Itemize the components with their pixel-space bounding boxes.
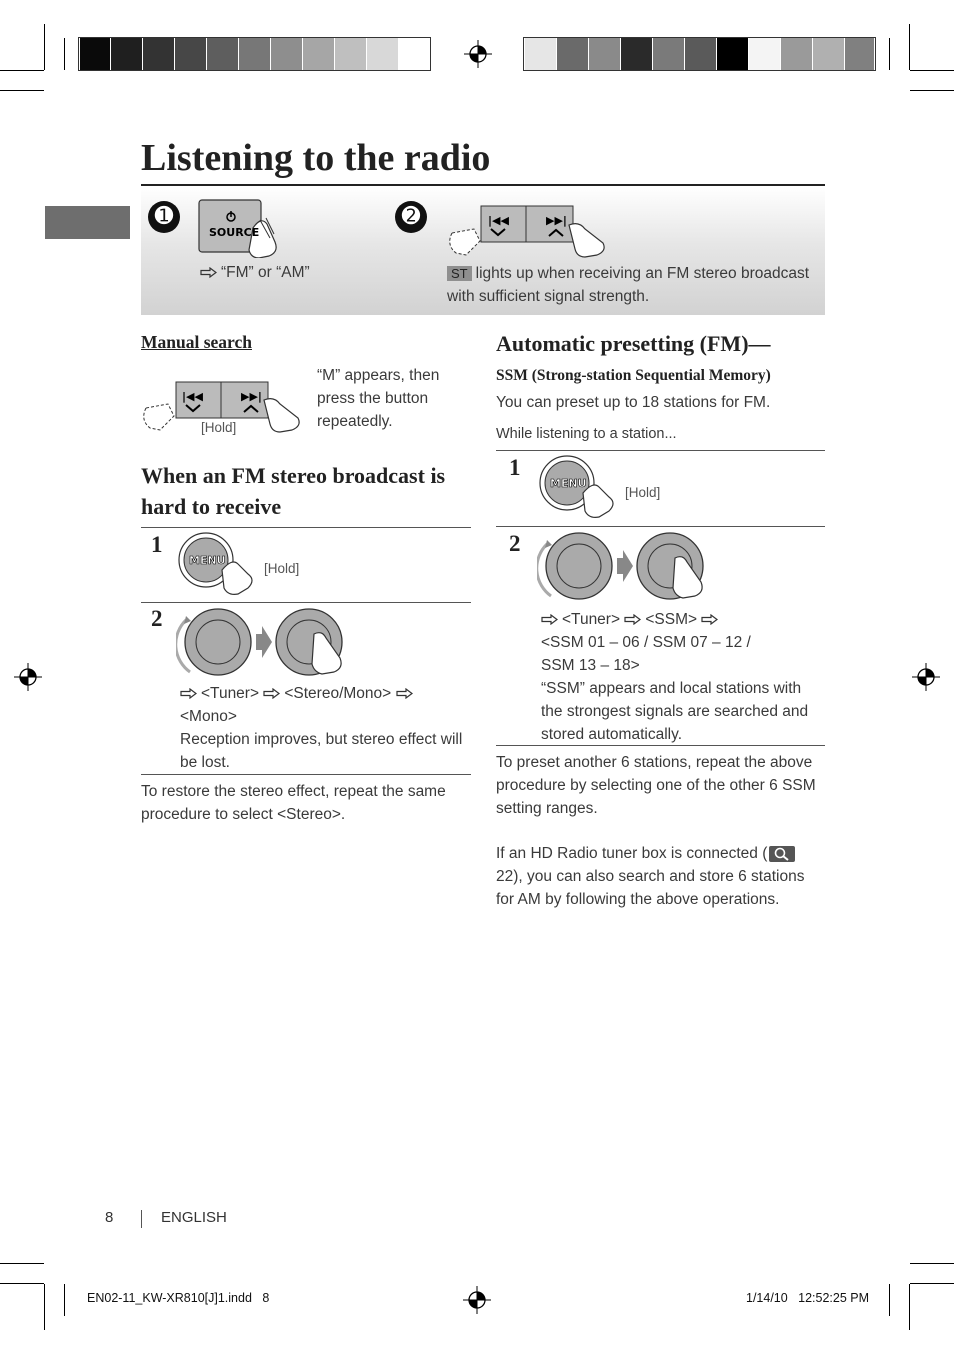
svg-text:|◀◀: |◀◀ [182,390,203,403]
arrow-right-icon [180,688,197,699]
auto-preset-footer1: To preset another 6 stations, repeat the above procedure by selecting one of the other 6 SSM setting ranges. [496,754,816,817]
step1-result: “FM” or “AM” [200,261,310,284]
hold-label: [Hold] [264,561,300,576]
auto-preset-step2-text: <Tuner> <SSM> <SSM 01 – 06 / SSM 07 – 12 / SSM 13 – 18> “SSM” appears and local stations with the strongest signals are searched and stored automatically. [541,611,809,743]
menu-button-icon [178,532,268,596]
svg-text:MENU: MENU [550,477,587,490]
fm-hard-heading: When an FM stereo broadcast is hard to receive [141,463,446,519]
seek-buttons-icon [446,203,611,258]
arrow-right-icon [263,688,280,699]
crosshair-icon [912,663,940,691]
svg-text:▶▶|: ▶▶| [546,214,567,227]
print-datetime: 1/14/10 12:52:25 PM [746,1291,870,1305]
crosshair-icon [463,1286,491,1314]
manual-search-description: “M” appears, then press the button repeatedly. [317,367,440,430]
step-number: 2 [151,606,163,631]
footer-language: ENGLISH [161,1209,227,1226]
auto-preset-subheading: SSM (Strong-station Sequential Memory) [496,367,771,384]
manual-search-heading: Manual search [141,332,252,352]
arrow-right-icon [701,614,718,625]
svg-text:MENU: MENU [189,554,226,567]
step2-note: ST lights up when receiving an FM stereo broadcast with sufficient signal strength. [447,265,810,305]
print-file-info: EN02-11_KW-XR810[J]1.indd 8 [87,1291,270,1305]
arrow-right-icon [200,267,217,278]
arrow-right-icon [624,614,641,625]
page-title: Listening to the radio [141,137,491,179]
fm-hard-footer: To restore the stereo effect, repeat the same procedure to select <Stereo>. [141,783,446,823]
auto-preset-heading: Automatic presetting (FM)— [496,331,771,356]
page-reference-icon [769,846,795,862]
st-indicator: ST [447,266,472,281]
auto-preset-footer2: If an HD Radio tuner box is connected ( 22), you can also search and store 6 stations for AM by following the above operations. [496,845,805,908]
step-1-icon: ➊ [148,201,180,233]
section-tab [45,206,130,239]
step-number: 1 [151,532,163,557]
source-button-label: SOURCE [209,226,260,239]
arrow-right-icon [541,614,558,625]
svg-text:|◀◀: |◀◀ [488,214,509,227]
control-dial-icon [537,530,722,604]
svg-text:▶▶|: ▶▶| [241,390,262,403]
crosshair-icon [14,663,42,691]
step-number: 2 [509,531,521,556]
page-number: 8 [105,1209,114,1226]
hold-label: [Hold] [201,420,237,435]
auto-preset-while: While listening to a station... [496,426,677,442]
menu-button-icon [539,455,629,519]
hold-label: [Hold] [625,485,661,500]
auto-preset-intro: You can preset up to 18 stations for FM. [496,394,771,411]
control-dial-icon [176,606,361,680]
arrow-right-icon [396,688,413,699]
step-2-icon: ➋ [395,201,427,233]
fm-hard-step2-text: <Tuner> <Stereo/Mono> <Mono> Reception improves, but stereo effect will be lost. [180,685,463,771]
footer-divider [141,1210,142,1228]
crosshair-icon [464,40,492,68]
step-number: 1 [509,455,521,480]
